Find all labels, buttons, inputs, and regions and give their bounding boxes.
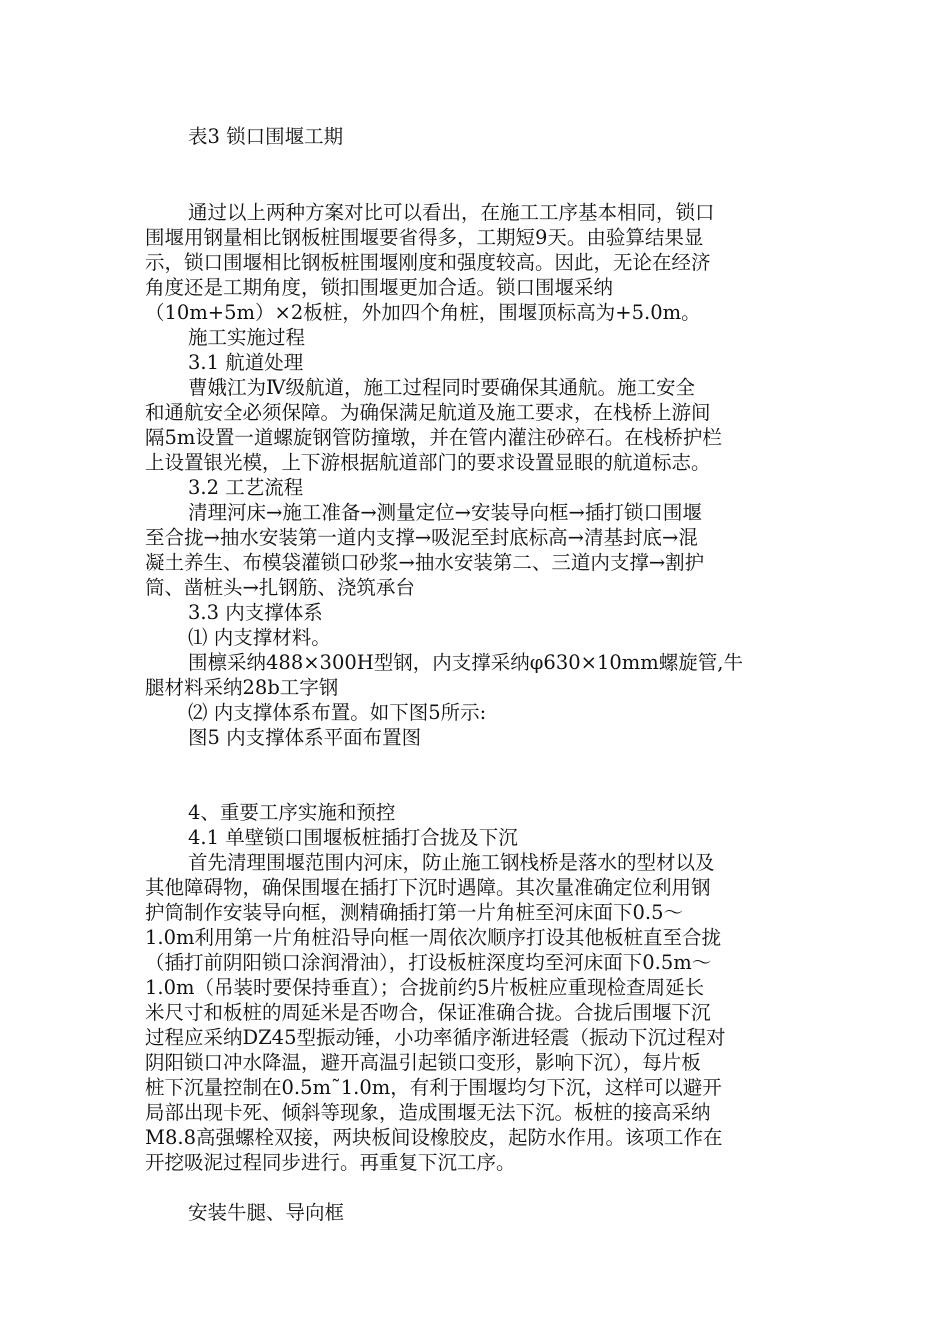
paragraph-line: （10m+5m）×2板桩，外加四个角桩，围堰顶标高为+5.0m。 [145, 301, 701, 324]
paragraph-line: 曹娥江为Ⅳ级航道，施工过程同时要确保其通航。施工安全 [188, 376, 695, 399]
section-heading: 施工实施过程 [188, 326, 306, 349]
paragraph-line: M8.8高强螺栓双接，两块板间设橡胶皮，起防水作用。该项工作在 [145, 1126, 723, 1149]
paragraph-line: 米尺寸和板桩的周延米是否吻合，保证准确合拢。合拢后围堰下沉 [145, 1001, 711, 1024]
paragraph-line: 局部出现卡死、倾斜等现象，造成围堰无法下沉。板桩的接高采纳 [145, 1101, 711, 1124]
paragraph-line: 隔5m设置一道螺旋钢管防撞墩，并在管内灌注砂碎石。在栈桥护栏 [145, 426, 722, 449]
paragraph-line: 角度还是工期角度，锁扣围堰更加合适。锁口围堰采纳 [145, 276, 614, 299]
paragraph-line: 围檩采纳488×300H型钢，内支撑采纳φ630×10mm螺旋管,牛 [188, 651, 743, 674]
subsection-heading: 3.1 航道处理 [188, 351, 304, 374]
paragraph-line: 1.0m利用第一片角桩沿导向框一周依次顺序打设其他板桩直至合拢 [145, 926, 722, 949]
paragraph-line: 首先清理围堰范围内河床，防止施工钢栈桥是落水的型材以及 [188, 851, 715, 874]
paragraph-line: 过程应采纳DZ45型振动锤，小功率循序渐进轻震（振动下沉过程对 [145, 1026, 726, 1049]
paragraph-line: 凝土养生、布模袋灌锁口砂浆→抽水安装第二、三道内支撑→割护 [145, 551, 705, 574]
paragraph-line: 上设置银光模，上下游根据航道部门的要求设置显眼的航道标志。 [145, 451, 711, 474]
subsection-heading: 3.2 工艺流程 [188, 476, 304, 499]
paragraph-line: 1.0m（吊装时要保持垂直）；合拢前约5片板桩应重现检查周延长 [145, 976, 705, 999]
paragraph-line: 清理河床→施工准备→测量定位→安装导向框→插打锁口围堰 [188, 501, 702, 524]
subsection-heading: 4.1 单壁锁口围堰板桩插打合拢及下沉 [188, 826, 518, 849]
paragraph-line: 腿材料采纳28b工字钢 [145, 676, 339, 699]
paragraph-line: 其他障碍物，确保围堰在插打下沉时遇障。其次量准确定位利用钢 [145, 876, 711, 899]
paragraph-line: 至合拢→抽水安装第一道内支撑→吸泥至封底标高→清基封底→混 [145, 526, 698, 549]
paragraph-line: 护筒制作安装导向框，测精确插打第一片角桩至河床面下0.5～ [145, 901, 684, 924]
figure-caption: 图5 内支撑体系平面布置图 [188, 726, 422, 749]
paragraph-line: 通过以上两种方案对比可以看出，在施工工序基本相同，锁口 [188, 201, 715, 224]
paragraph-line: 阴阳锁口冲水降温，避开高温引起锁口变形，影响下沉），每片板 [145, 1051, 701, 1074]
paragraph-line: （插打前阴阳锁口涂润滑油），打设板桩深度均至河床面下0.5m～ [145, 951, 712, 974]
paragraph-line: 围堰用钢量相比钢板桩围堰要省得多，工期短9天。由验算结果显 [145, 226, 704, 249]
list-item: ⑴ 内支撑材料。 [188, 626, 331, 649]
paragraph-line: 开挖吸泥过程同步进行。再重复下沉工序。 [145, 1151, 516, 1174]
paragraph-line: 桩下沉量控制在0.5m˜1.0m，有利于围堰均匀下沉，这样可以避开 [145, 1076, 722, 1099]
paragraph-line: 筒、凿桩头→扎钢筋、浇筑承台 [145, 576, 415, 599]
section-heading: 安装牛腿、导向框 [188, 1201, 345, 1224]
subsection-heading: 3.3 内支撑体系 [188, 601, 323, 624]
section-heading: 4、重要工序实施和预控 [188, 801, 396, 824]
paragraph-line: 示，锁口围堰相比钢板桩围堰刚度和强度较高。因此，无论在经济 [145, 251, 711, 274]
paragraph-line: 和通航安全必须保障。为确保满足航道及施工要求，在栈桥上游间 [145, 401, 711, 424]
list-item: ⑵ 内支撑体系布置。如下图5所示: [188, 701, 487, 724]
table-caption: 表3 锁口围堰工期 [188, 125, 344, 148]
